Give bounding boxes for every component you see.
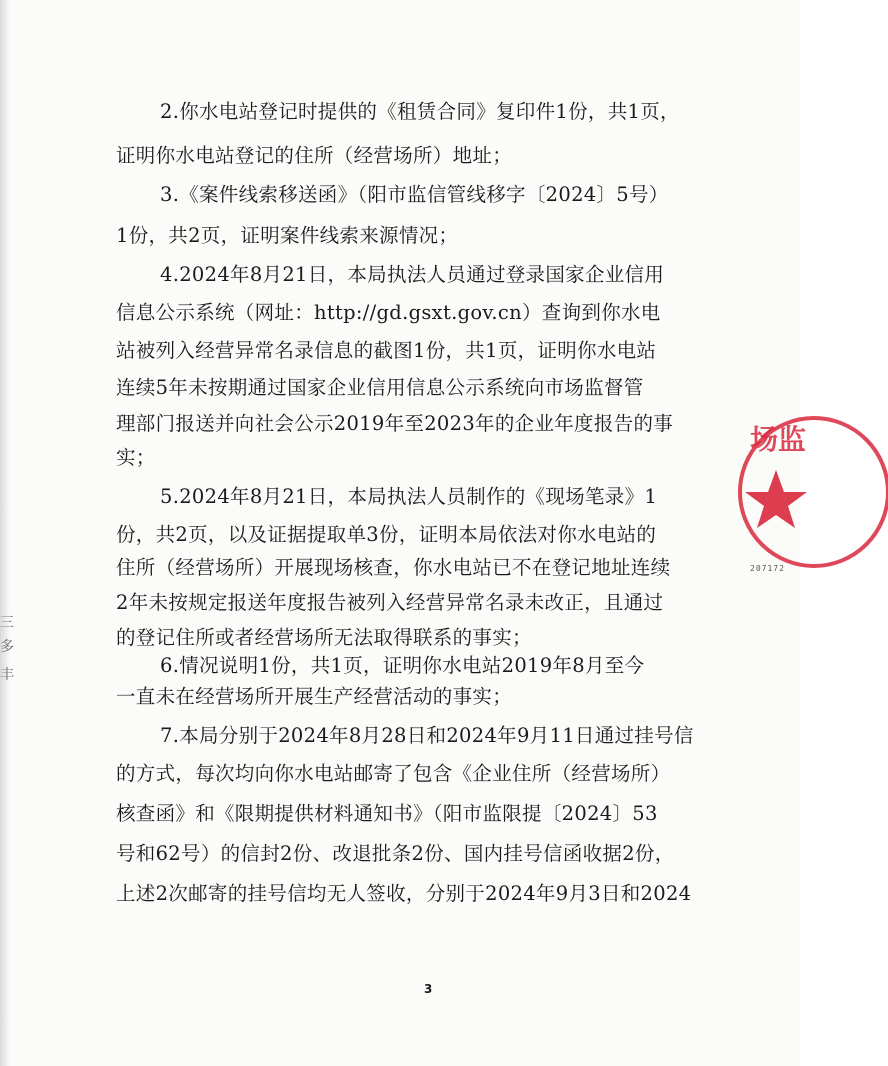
text-line: 一直未在经营场所开展生产经营活动的事实； xyxy=(116,685,513,708)
text-line: 5.2024年8月21日，本局执法人员制作的《现场笔录》1 xyxy=(160,485,658,508)
text-line: 号和62号）的信封2份、改退批条2份、国内挂号信函收据2份， xyxy=(116,842,675,865)
text-line: 的登记住所或者经营场所无法取得联系的事实； xyxy=(116,626,532,649)
official-seal xyxy=(728,408,807,578)
text-line: 3.《案件线索移送函》（阳市监信管线移字〔2024〕5号） xyxy=(160,183,669,206)
text-line: 2.你水电站登记时提供的《租赁合同》复印件1份，共1页， xyxy=(160,100,680,123)
text-line: 份，共2页，以及证据提取单3份，证明本局依法对你水电站的 xyxy=(116,523,657,546)
page-number: 3 xyxy=(424,982,433,996)
text-line: 住所（经营场所）开展现场核查，你水电站已不在登记地址连续 xyxy=(116,556,671,579)
edge-mark: 丰 xyxy=(0,667,14,683)
text-line: 4.2024年8月21日，本局执法人员通过登录国家企业信用 xyxy=(160,263,665,286)
text-line: 证明你水电站登记的住所（经营场所）地址； xyxy=(116,144,513,167)
text-line: 实； xyxy=(116,446,156,469)
edge-mark: 三 xyxy=(0,615,14,631)
text-line: 的方式，每次均向你水电站邮寄了包含《企业住所（经营场所） xyxy=(116,762,671,785)
text-line: 2年未按规定报送年度报告被列入经营异常名录未改正，且通过 xyxy=(116,591,664,614)
page-edge-shadow xyxy=(0,0,10,1066)
text-line: 7.本局分别于2024年8月28日和2024年9月11日通过挂号信 xyxy=(160,724,694,747)
text-line: 1份，共2页，证明案件线索来源情况； xyxy=(116,224,459,247)
seal-text: 场监 xyxy=(750,423,807,456)
seal-number: 207172 xyxy=(750,564,785,573)
text-line: 理部门报送并向社会公示2019年至2023年的企业年度报告的事 xyxy=(116,412,674,435)
star-icon xyxy=(745,470,807,528)
text-line: 上述2次邮寄的挂号信均无人签收，分别于2024年9月3日和2024 xyxy=(116,882,692,905)
text-line: 信息公示系统（网址：http://gd.gsxt.gov.cn）查询到你水电 xyxy=(116,301,661,324)
text-line: 核查函》和《限期提供材料通知书》（阳市监限提〔2024〕53 xyxy=(116,802,658,825)
edge-mark: 多 xyxy=(0,639,14,655)
text-line: 6.情况说明1份，共1页，证明你水电站2019年8月至今 xyxy=(160,654,645,677)
text-line: 连续5年未按期通过国家企业信用信息公示系统向市场监督管 xyxy=(116,376,644,399)
text-line: 站被列入经营异常名录信息的截图1份，共1页，证明你水电站 xyxy=(116,339,657,362)
